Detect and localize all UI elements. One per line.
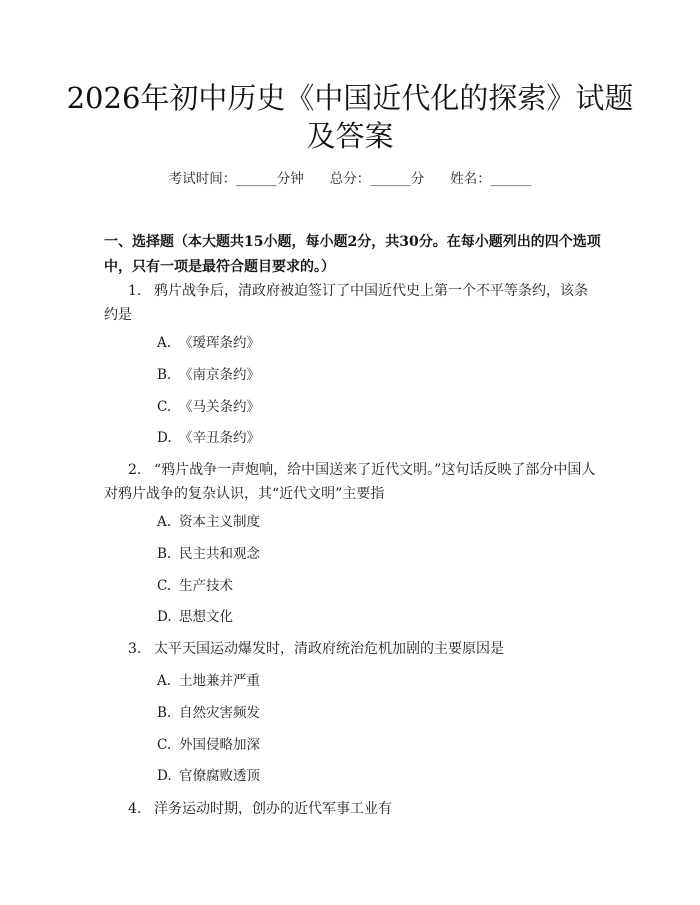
question-text: 太平天国运动爆发时，清政府统治危机加剧的主要原因是 xyxy=(154,641,504,657)
option-1b: B. 《南京条约》 xyxy=(157,367,260,383)
question-number: 3. xyxy=(128,641,142,657)
option-1a: A. 《瑷珲条约》 xyxy=(157,335,260,351)
option-1d: D. 《辛丑条约》 xyxy=(157,430,260,446)
option-2c: C. 生产技术 xyxy=(157,578,233,594)
question-3 xyxy=(104,637,598,661)
name-field: 姓名：______ xyxy=(450,171,532,187)
option-1c: C. 《马关条约》 xyxy=(157,399,260,415)
question-number: 2. xyxy=(128,462,142,478)
page-title-line2: 及答案 xyxy=(306,119,394,153)
option-3d: D. 官僚腐败透顶 xyxy=(157,768,260,784)
option-3b: B. 自然灾害频发 xyxy=(157,705,260,721)
question-4 xyxy=(104,797,598,821)
exam-time-field: 考试时间：______分钟 xyxy=(168,171,304,187)
question-text: 鸦片战争后，清政府被迫签订了中国近代史上第一个不平等条约，该条约是 xyxy=(104,283,588,323)
question-1 xyxy=(104,279,598,327)
option-2a: A. 资本主义制度 xyxy=(157,514,260,530)
question-text: 洋务运动时期，创办的近代军事工业有 xyxy=(154,801,392,817)
question-number: 4. xyxy=(128,801,142,817)
page-title-line1: 2026年初中历史《中国近代化的探索》试题 xyxy=(66,81,634,115)
question-text: “鸦片战争一声炮响，给中国送来了近代文明。”这句话反映了部分中国人对鸦片战争的复杂认识，其“近代文明”主要指 xyxy=(104,462,596,502)
question-2 xyxy=(104,458,598,506)
option-2b: B. 民主共和观念 xyxy=(157,546,260,562)
section-heading: 一、选择题（本大题共15小题，每小题2分，共30分。在每小题列出的四个选项中，只有一项是最符合题目要求的。） xyxy=(104,234,601,275)
option-3a: A. 土地兼并严重 xyxy=(157,673,260,689)
option-2d: D. 思想文化 xyxy=(157,609,233,625)
total-score-field: 总分：______分 xyxy=(329,171,425,187)
option-3c: C. 外国侵略加深 xyxy=(157,737,260,753)
question-number: 1. xyxy=(128,283,142,299)
exam-meta xyxy=(0,169,700,189)
